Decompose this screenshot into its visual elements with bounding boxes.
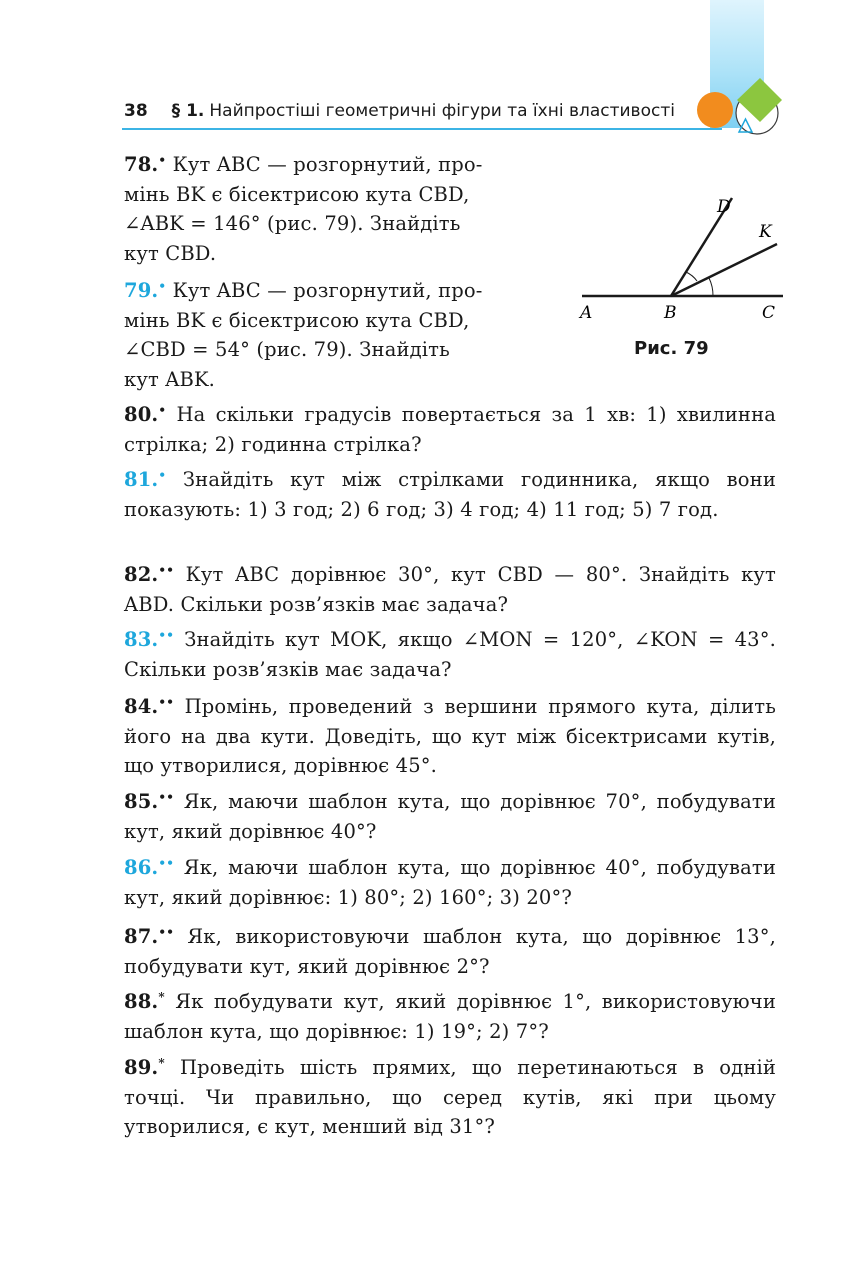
problem-88	[124, 987, 776, 1046]
problem-78-line-1: Кут ABC — розгорнутий, про-	[172, 153, 483, 176]
problem-89	[124, 1053, 776, 1142]
problem-number: 79.•	[124, 279, 167, 302]
angle-arc-dbk	[686, 272, 697, 281]
problem-text: Кут ABC дорівнює 30°, кут CBD — 80°. Знайдіть кут ABD. Скільки розв’язків має задача?	[124, 563, 776, 616]
problem-text: Промінь, проведений з вершини прямого кута, ділить його на два кути. Доведіть, що кут між бісектрисами кутів, що утворилися, дорівнює 45°.	[124, 695, 776, 777]
section-number: § 1.	[171, 101, 205, 121]
problem-number: 82.••	[124, 563, 175, 586]
problem-number: 78.•	[124, 153, 167, 176]
problem-84	[124, 692, 776, 781]
point-label-b: B	[664, 303, 677, 323]
problem-text: Знайдіть кут між стрілками годинника, якщо вони показують: 1) 3 год; 2) 6 год; 3) 4 год; 4) 11 год; 5) 7 год.	[124, 468, 776, 521]
problem-text: Як, маючи шаблон кута, що дорівнює 70°, побудувати кут, який дорівнює 40°?	[124, 790, 776, 843]
problem-number: 89.*	[124, 1056, 165, 1079]
problem-82	[124, 560, 776, 619]
problem-85	[124, 787, 776, 846]
problem-number: 80.•	[124, 403, 167, 426]
problem-79-line-1: Кут ABC — розгорнутий, про-	[172, 279, 483, 302]
problem-79-line-2: мінь BK є бісектрисою кута CBD,	[124, 308, 470, 332]
problem-number: 84.••	[124, 695, 175, 718]
point-label-a: A	[580, 303, 593, 323]
problem-78-line-2: мінь BK є бісектрисою кута CBD,	[124, 182, 470, 206]
figure-79-diagram	[575, 190, 790, 330]
problem-text: Як, маючи шаблон кута, що дорівнює 40°, побудувати кут, який дорівнює: 1) 80°; 2) 160°; 3) 20°?	[124, 856, 776, 909]
problem-78-line-3: ∠ABK = 146° (рис. 79). Знайдіть	[124, 212, 461, 235]
problem-text: Проведіть шість прямих, що перетинаються в одній точці. Чи правильно, що серед кутів, які при цьому утворилися, є кут, менший від 31°?	[124, 1056, 776, 1138]
point-label-c: C	[762, 303, 776, 323]
page-number: 38	[124, 101, 148, 121]
point-label-k: K	[759, 222, 772, 242]
angle-arc-kbc	[709, 278, 713, 296]
shapes-decoration-icon	[690, 70, 790, 150]
problem-number: 81.•	[124, 468, 167, 491]
problem-78	[124, 150, 552, 268]
running-header	[124, 101, 675, 121]
problem-86	[124, 853, 776, 912]
problem-number: 87.••	[124, 925, 175, 948]
problem-number: 88.*	[124, 990, 165, 1013]
point-label-d: D	[717, 197, 731, 217]
header-rule	[122, 128, 722, 130]
problem-number: 83.••	[124, 628, 175, 651]
problem-79	[124, 276, 552, 394]
problem-79-line-4: кут ABK.	[124, 367, 216, 391]
problem-87	[124, 922, 776, 981]
problem-text: Як, використовуючи шаблон кута, що дорівнює 13°, побудувати кут, який дорівнює 2°?	[124, 925, 776, 978]
problem-text: Як побудувати кут, який дорівнює 1°, використовуючи шаблон кута, що дорівнює: 1) 19°; 2) 7°?	[124, 990, 776, 1043]
problem-text: Знайдіть кут MOK, якщо ∠MON = 120°, ∠KON = 43°. Скільки розв’язків має задача?	[124, 628, 776, 681]
problem-number: 86.••	[124, 856, 175, 879]
problem-79-line-3: ∠CBD = 54° (рис. 79). Знайдіть	[124, 338, 450, 361]
problem-number: 85.••	[124, 790, 175, 813]
figure-caption: Рис. 79	[634, 338, 709, 359]
problem-80	[124, 400, 776, 459]
problem-83	[124, 625, 776, 684]
problem-78-line-4: кут CBD.	[124, 241, 217, 265]
problem-81	[124, 465, 776, 524]
orange-circle-icon	[697, 92, 733, 128]
section-title: Найпростіші геометричні фігури та їхні властивості	[209, 101, 675, 121]
problem-text: На скільки градусів повертається за 1 хв: 1) хвилинна стрілка; 2) годинна стрілка?	[124, 403, 776, 456]
